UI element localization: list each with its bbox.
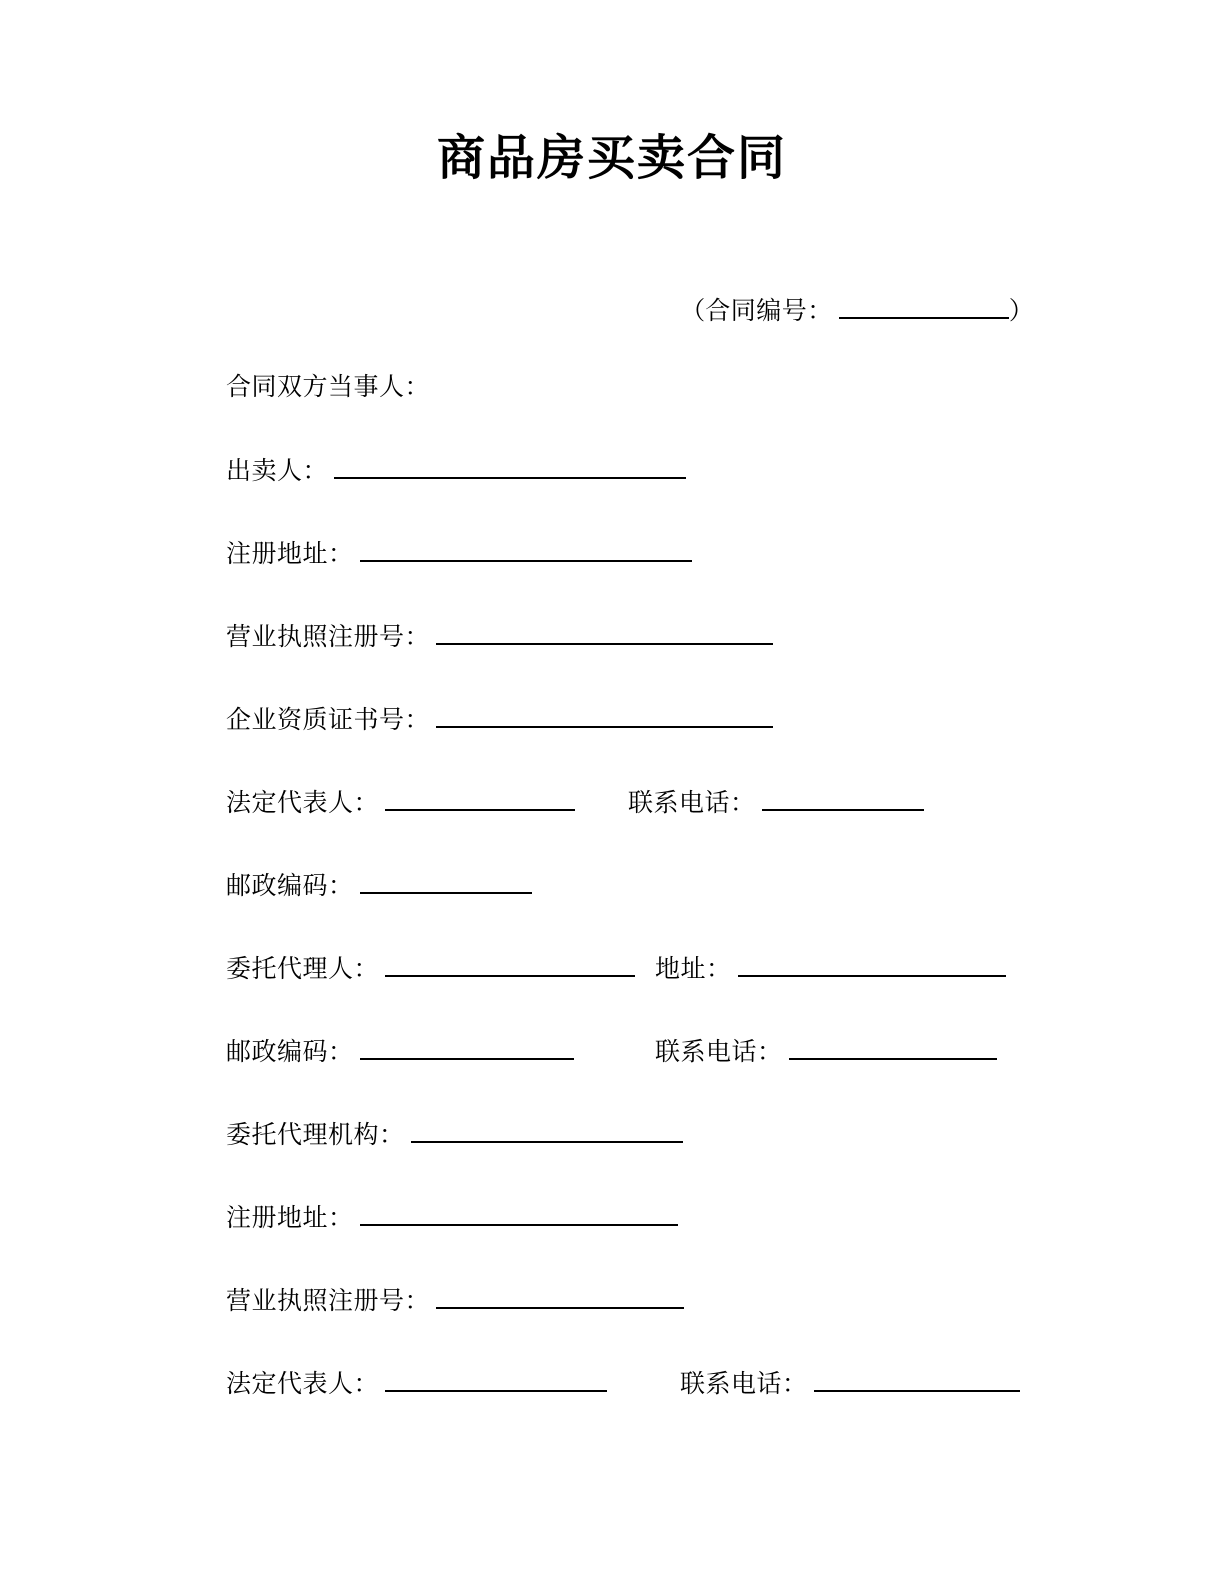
row-agency-business-license: [226, 1285, 1046, 1368]
parties-heading-label: 合同双方当事人：: [226, 374, 431, 401]
field-agency-contact-phone: [680, 1368, 1020, 1401]
field-contact-phone: [628, 787, 924, 820]
agency-organization-input[interactable]: [411, 1119, 683, 1143]
postal-code-input[interactable]: [360, 870, 532, 894]
field-agency-registered-address: [226, 1202, 678, 1235]
enterprise-qualification-input[interactable]: [436, 704, 773, 728]
agency-contact-phone-input[interactable]: [814, 1368, 1020, 1392]
field-agency-business-license: [226, 1285, 684, 1318]
agency-registered-address-label: 注册地址：: [226, 1205, 354, 1232]
row-enterprise-qualification: [226, 704, 1046, 787]
parties-heading: [226, 372, 430, 404]
form-body: [226, 372, 1046, 1451]
close-paren: ）: [1008, 298, 1034, 325]
registered-address-input[interactable]: [360, 538, 692, 562]
contract-number-input[interactable]: [839, 295, 1009, 319]
row-seller: [226, 455, 1046, 538]
agent-address-label: 地址：: [655, 956, 732, 983]
row-authorized-agent: [226, 953, 1046, 1036]
field-business-license-number: [226, 621, 773, 654]
field-agency-organization: [226, 1119, 683, 1152]
contract-number-label: 合同编号：: [705, 298, 833, 325]
agency-contact-phone-label: 联系电话：: [680, 1371, 808, 1398]
row-agency-legal-representative: [226, 1368, 1046, 1451]
page-title: 商品房买卖合同: [436, 132, 787, 185]
field-seller-name: [226, 455, 686, 488]
seller-name-label: 出卖人：: [226, 458, 329, 485]
agent-contact-phone-label: 联系电话：: [655, 1039, 783, 1066]
field-postal-code: [226, 870, 532, 903]
agency-organization-label: 委托代理机构：: [226, 1122, 405, 1149]
legal-representative-label: 法定代表人：: [226, 790, 380, 817]
seller-name-input[interactable]: [334, 455, 686, 479]
contact-phone-label: 联系电话：: [628, 790, 756, 817]
authorized-agent-input[interactable]: [385, 953, 635, 977]
field-agency-legal-representative: [226, 1368, 607, 1401]
agency-legal-representative-label: 法定代表人：: [226, 1371, 380, 1398]
field-agent-postal-code: [226, 1036, 574, 1069]
row-business-license: [226, 621, 1046, 704]
authorized-agent-label: 委托代理人：: [226, 956, 380, 983]
field-registered-address: [226, 538, 692, 571]
field-enterprise-qualification: [226, 704, 773, 737]
field-agent-address: [655, 953, 1006, 986]
field-authorized-agent: [226, 953, 635, 986]
enterprise-qualification-label: 企业资质证书号：: [226, 707, 431, 734]
row-agency-organization: [226, 1119, 1046, 1202]
agency-registered-address-input[interactable]: [360, 1202, 678, 1226]
agency-legal-representative-input[interactable]: [385, 1368, 607, 1392]
field-agent-contact-phone: [655, 1036, 997, 1069]
open-paren: （: [680, 298, 706, 325]
business-license-number-input[interactable]: [436, 621, 773, 645]
agency-business-license-label: 营业执照注册号：: [226, 1288, 431, 1315]
agent-postal-code-label: 邮政编码：: [226, 1039, 354, 1066]
registered-address-label: 注册地址：: [226, 541, 354, 568]
postal-code-label: 邮政编码：: [226, 873, 354, 900]
contract-number-field: [680, 294, 1034, 330]
section-heading-row: [226, 372, 1046, 455]
agent-postal-code-input[interactable]: [360, 1036, 574, 1060]
legal-representative-input[interactable]: [385, 787, 575, 811]
row-agent-postal-code: [226, 1036, 1046, 1119]
row-legal-representative: [226, 787, 1046, 870]
contact-phone-input[interactable]: [762, 787, 924, 811]
agent-address-input[interactable]: [738, 953, 1006, 977]
business-license-number-label: 营业执照注册号：: [226, 624, 431, 651]
field-legal-representative: [226, 787, 575, 820]
agency-business-license-input[interactable]: [436, 1285, 684, 1309]
contract-number-row: [0, 294, 1224, 330]
row-registered-address: [226, 538, 1046, 621]
row-agency-registered-address: [226, 1202, 1046, 1285]
agent-contact-phone-input[interactable]: [789, 1036, 997, 1060]
row-postal-code: [226, 870, 1046, 953]
